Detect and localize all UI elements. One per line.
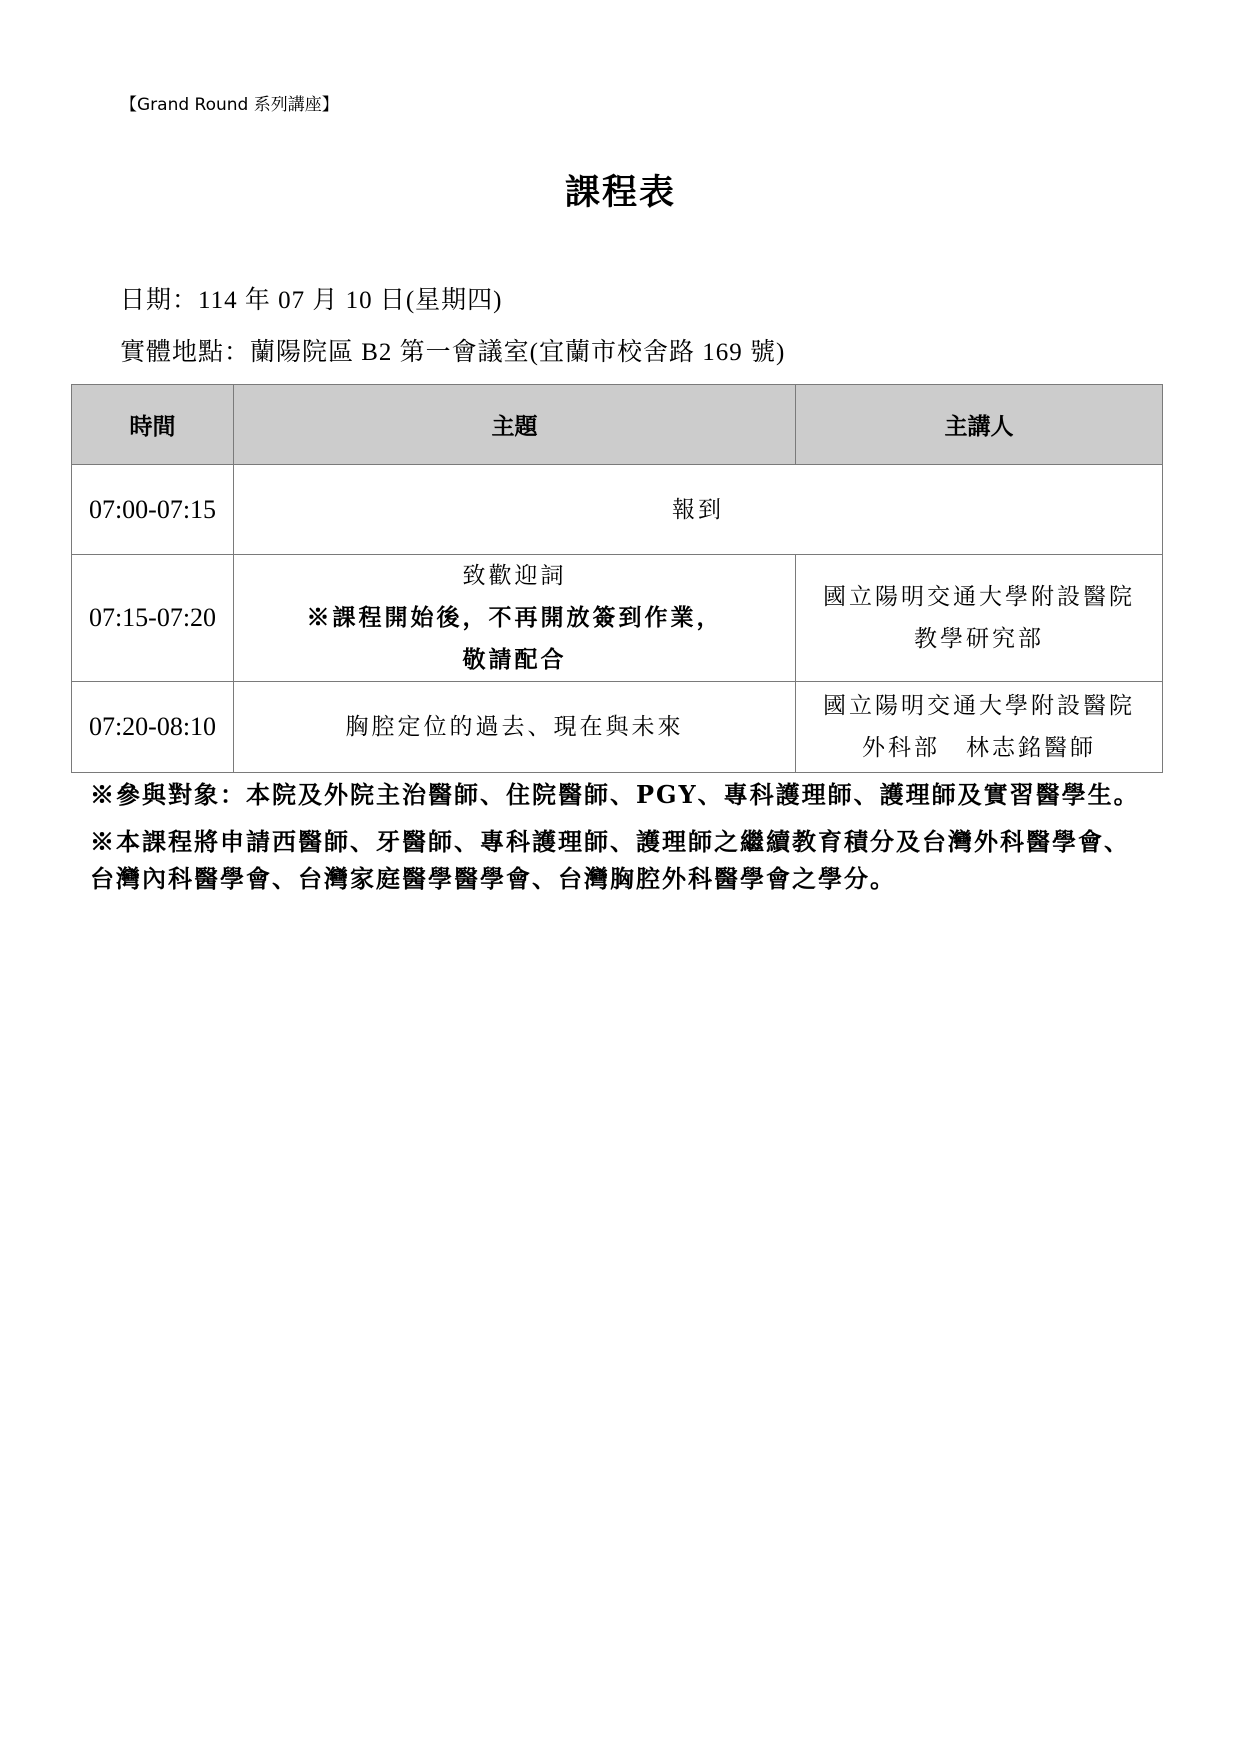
table-row (72, 682, 1163, 773)
series-label: 【Grand Round 系列講座】 (120, 95, 339, 115)
time-cell: 07:20-08:10 (72, 682, 234, 773)
speaker-line: 教學研究部 (914, 626, 1044, 652)
schedule-table (71, 384, 1163, 773)
topic-text: 致歡迎詞 (462, 563, 567, 589)
note-credits: ※本課程將申請西醫師、牙醫師、專科護理師、護理師之繼續教育積分及台灣外科醫學會、台灣內科醫學會、台灣家庭醫學醫學會、台灣胸腔外科醫學會之學分。 (90, 827, 1130, 893)
speaker-line: 外科部 林志銘醫師 (862, 735, 1096, 761)
event-date: 日期：114 年 07 月 10 日(星期四) (120, 287, 503, 314)
speaker-cell (796, 682, 1163, 773)
notes-section (90, 776, 1140, 907)
note-participants: ※參與對象：本院及外院主治醫師、住院醫師、PGY、專科護理師、護理師及實習醫學生。 (90, 780, 1140, 809)
table-row (72, 555, 1163, 682)
header-time: 時間 (72, 385, 234, 465)
topic-text: 胸腔定位的過去、現在與未來 (345, 714, 684, 740)
speaker-line: 國立陽明交通大學附設醫院 (823, 693, 1135, 719)
signin-notice-line: 敬請配合 (462, 646, 567, 673)
signin-notice-line: ※課程開始後，不再開放簽到作業， (306, 604, 723, 631)
header-topic: 主題 (234, 385, 796, 465)
header-speaker: 主講人 (796, 385, 1163, 465)
topic-text: 報到 (672, 496, 724, 523)
speaker-cell (796, 555, 1163, 682)
event-venue: 實體地點：蘭陽院區 B2 第一會議室(宜蘭市校舍路 169 號) (120, 339, 786, 366)
table-header-row (72, 385, 1163, 465)
topic-cell (234, 465, 1163, 555)
page-title: 課程表 (564, 172, 676, 213)
time-cell: 07:00-07:15 (72, 465, 234, 555)
table-row (72, 465, 1163, 555)
topic-cell (234, 682, 796, 773)
speaker-line: 國立陽明交通大學附設醫院 (823, 584, 1135, 610)
time-cell: 07:15-07:20 (72, 555, 234, 682)
topic-cell (234, 555, 796, 682)
